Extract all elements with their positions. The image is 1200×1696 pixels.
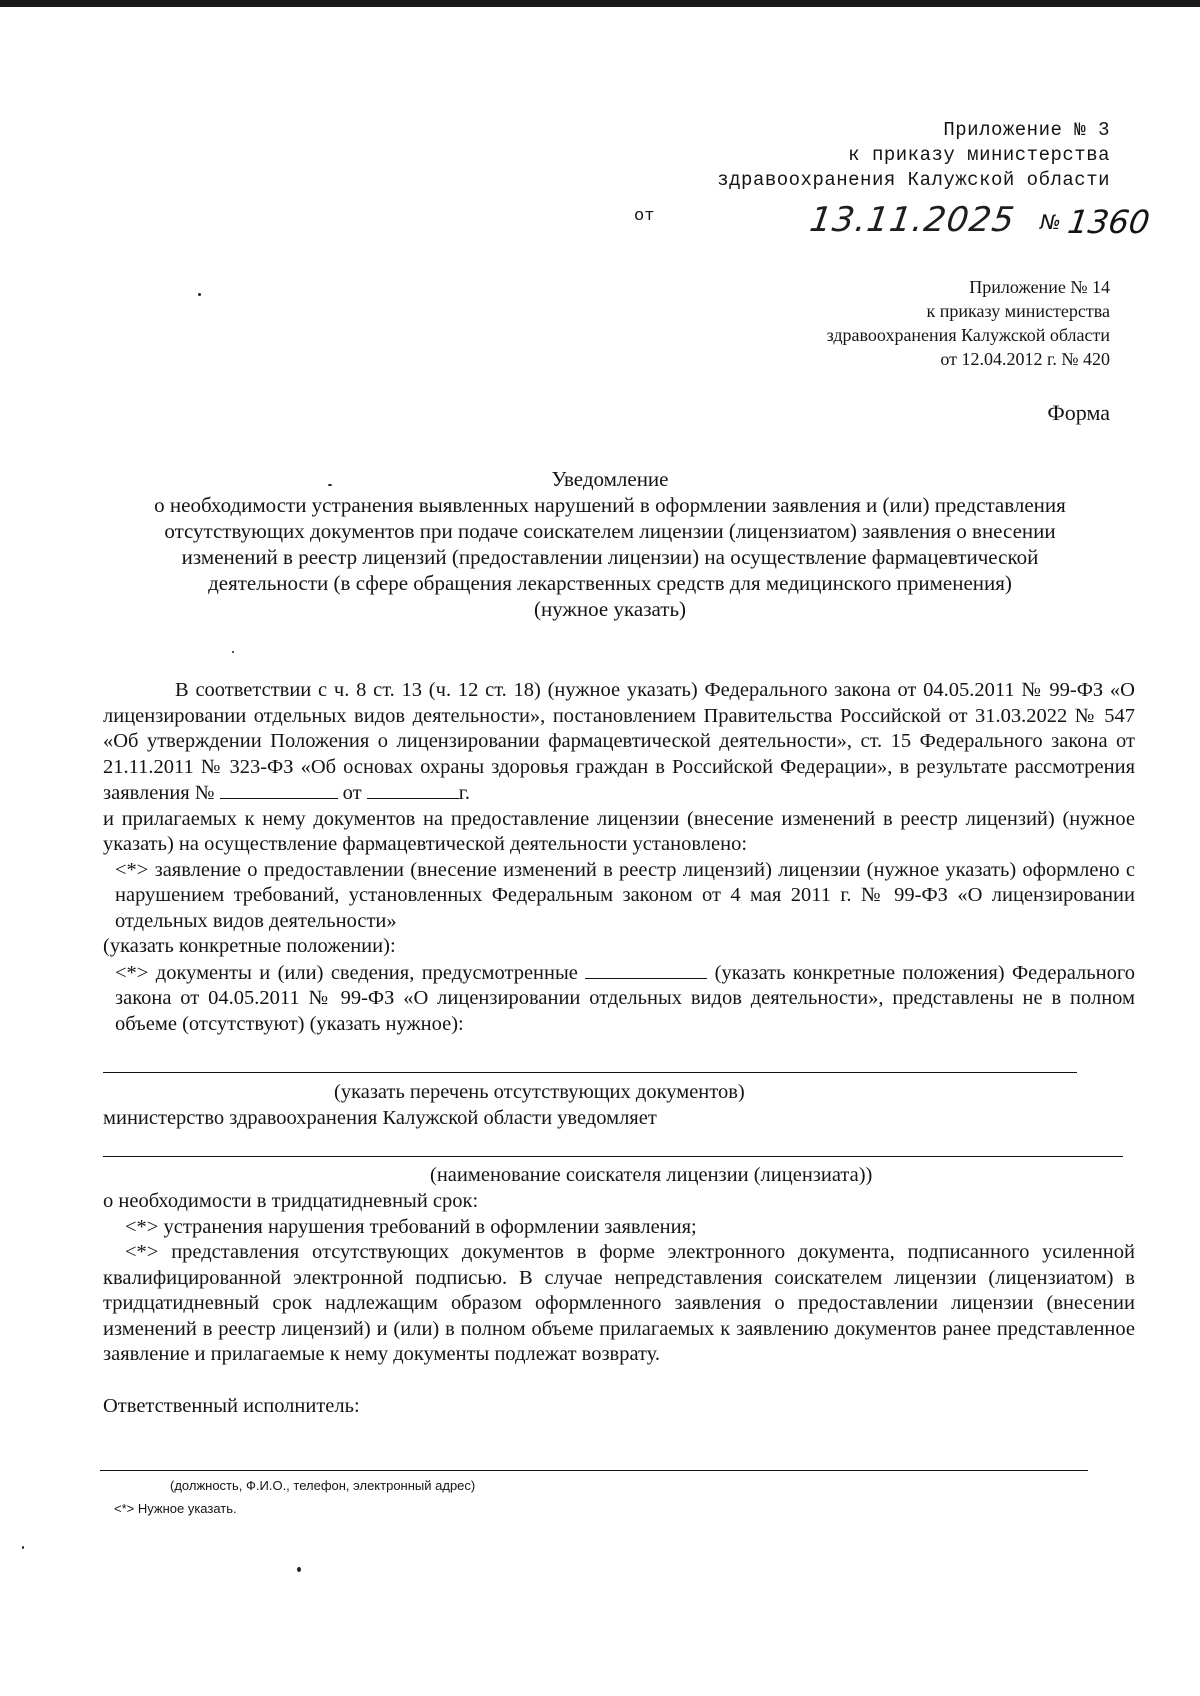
caption-missing-docs: (указать перечень отсутствующих документов) [334,1081,745,1103]
scan-speck [297,1567,301,1572]
item-missing-documents [103,960,1135,1038]
order-number-sign: № [1040,210,1061,234]
title-line: деятельности (в сфере обращения лекарственных средств для медицинского применения) [208,571,1012,595]
provisions-blank [585,960,707,979]
item-violation-note: (указать конкретные положении): [103,935,396,957]
title-heading: Уведомление [551,467,669,491]
title-line: о необходимости устранения выявленных нарушений в оформлении заявления и (или) представления [154,493,1066,517]
item-fix-violation: <*> устранения нарушения требований в оформлении заявления; [125,1215,697,1238]
scan-top-edge [0,0,1200,7]
appendix-14-line: здравоохранения Калужской области [826,325,1110,345]
appendix-3-header [590,118,1110,193]
within-30-days: о необходимости в тридцатидневный срок: [103,1190,479,1212]
application-number-blank [220,780,338,799]
application-date-ot: от [342,782,362,804]
scan-speck [232,651,234,653]
missing-docs-text-end: (указать конкретные положения) Федерального закона от 04.05.2011 № 99-ФЗ «О лицензировании отдельных видов деятельности», представлены не в полном объеме (отсутствуют) (указать нужное): [115,961,1136,1035]
handwritten-order-date: 13.11.2025 [807,200,1018,240]
appendix-3-line: здравоохранения Калужской области [717,169,1110,191]
paragraph-legal-basis [103,678,1135,807]
footnote-note: <*> Нужное указать. [114,1501,237,1516]
appendix-14-line: от 12.04.2012 г. № 420 [940,349,1110,369]
scan-speck [198,293,201,296]
missing-docs-text: <*> документы и (или) сведения, предусмотренные [115,961,578,984]
order-date-ot-label: от [634,207,655,226]
application-year-suffix: г. [458,782,470,804]
scan-speck [22,1546,24,1549]
appendix-14-line: к приказу министерства [926,301,1110,321]
document-title [100,466,1120,622]
legal-basis-text: В соответствии с ч. 8 ст. 13 (ч. 12 ст. 18) (нужное указать) Федерального закона от 04.05.2011 № 99-ФЗ «О лицензировании отдельных видов деятельности», постановлением Правительства Российской от 31.03.2022 № 547 «Об утверждении Положения о лицензировании фармацевтической деятельности», ст. 15 Федерального закона от 21.11.2011 № 323-ФЗ «Об основах охраны здоровья граждан в Российской Федерации», в результате рассмотрения заявления № [103,679,1135,804]
applicant-name-line [103,1156,1123,1157]
appendix-3-line: Приложение № 3 [943,119,1110,141]
signature-caption: (должность, Ф.И.О., телефон, электронный адрес) [170,1478,476,1493]
paragraph-established: и прилагаемых к нему документов на предоставление лицензии (внесение изменений в реестр лицензий) (нужное указать) на осуществление фармацевтической деятельности установлено: [103,807,1135,855]
form-label: Форма [1047,400,1110,425]
responsible-executor: Ответственный исполнитель: [103,1394,360,1417]
signature-line [100,1470,1088,1471]
ministry-notifies: министерство здравоохранения Калужской области уведомляет [103,1107,657,1129]
item-application-violation: <*> заявление о предоставлении (внесение изменений в реестр лицензий) лицензии (нужное указать) оформлено с нарушением требований, установленных Федеральным законом от 4 мая 2011 г. № 99-ФЗ «О лицензировании отдельных видов деятельности» [115,858,1135,932]
application-date-blank [367,780,459,799]
title-line: отсутствующих документов при подаче соискателем лицензии (лицензиатом) заявления о внесении [164,519,1056,543]
appendix-3-line: к приказу министерства [848,144,1110,166]
title-line: изменений в реестр лицензий (предоставлении лицензии) на осуществление фармацевтической [181,545,1039,569]
notice-body-continued [103,1189,1135,1419]
title-line: (нужное указать) [533,597,687,621]
handwritten-order-number: 1360 [1065,203,1153,241]
caption-applicant: (наименование соискателя лицензии (лицензиата)) [430,1164,873,1186]
missing-docs-line [103,1072,1077,1073]
appendix-14-line: Приложение № 14 [969,277,1110,297]
item-submit-documents: <*> представления отсутствующих документов в форме электронного документа, подписанного усиленной квалифицированной электронной подписью. В случае непредставления соискателем лицензии (лицензиатом) в тридцатидневный срок надлежащим образом оформленного заявления о предоставлении лицензии (внесении изменений в реестр лицензий) и (или) в полном объеме прилагаемых к заявлению документов ранее представленное заявление и прилагаемые к нему документы подлежат возврату. [103,1241,1135,1365]
notice-body [103,678,1135,1037]
scan-speck [328,484,332,486]
appendix-14-header [590,275,1110,371]
